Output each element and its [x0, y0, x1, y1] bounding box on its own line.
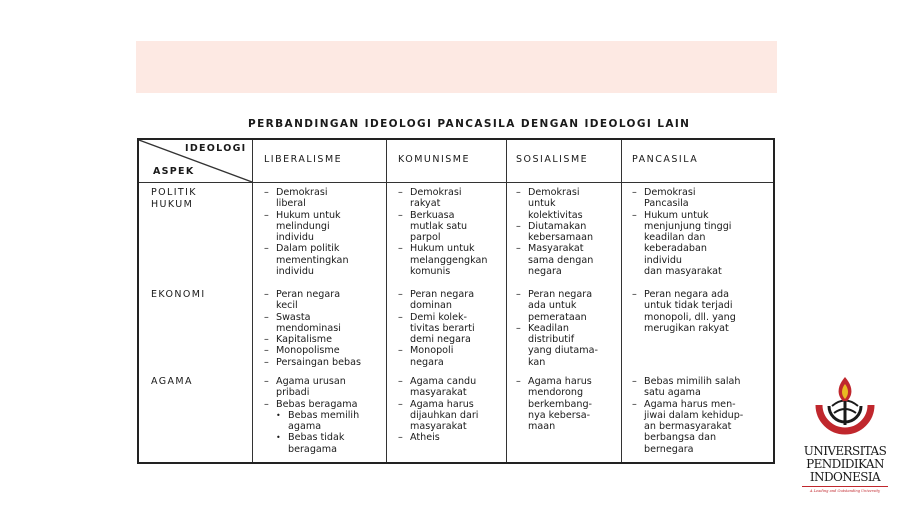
bullet-item — [632, 289, 736, 334]
bullet-item — [398, 432, 478, 443]
bullet-text-line: satu agama — [644, 387, 701, 399]
bullet-text-line: Monopoli — [410, 345, 454, 357]
bullet-text-line: Agama urusan — [276, 376, 346, 387]
bullet-marker: – — [516, 243, 521, 255]
bullet-item — [264, 312, 361, 335]
bullet-text-line: individu — [276, 266, 315, 278]
column-header-sosialisme: SOSIALISME — [516, 154, 589, 165]
bullet-marker: – — [632, 209, 637, 221]
bullet-text-line: masyarakat — [410, 387, 467, 399]
bullet-marker: – — [264, 311, 269, 323]
logo-text-indonesia: INDONESIA — [809, 470, 881, 484]
sub-bullet-marker: • — [276, 433, 281, 443]
bullet-text-line: mementingkan — [276, 254, 349, 266]
bullet-item — [516, 289, 598, 323]
bullet-marker: – — [398, 209, 403, 221]
bullet-text-line: masyarakat — [410, 421, 467, 433]
bullet-text-line: negara — [528, 266, 562, 278]
bullet-text-line: untuk tidak terjadi — [644, 300, 733, 312]
bullet-marker: – — [398, 289, 403, 300]
bullet-text-line: berkembang- — [528, 398, 592, 410]
bullet-text-line: Masyarakat — [528, 243, 584, 255]
bullet-text-line: yang diutama- — [528, 345, 598, 357]
bullet-item — [398, 376, 478, 399]
bullet-text-line: an bermasyarakat — [644, 421, 732, 433]
bullet-text-line: agama — [288, 421, 322, 433]
bullet-text-line: Bebas memilih — [288, 409, 360, 421]
bullet-marker: – — [264, 398, 269, 410]
bullet-marker: – — [632, 398, 637, 410]
bullet-marker: – — [398, 432, 403, 444]
bullet-text-line: dan masyarakat — [644, 266, 722, 278]
cell-ekonomi-komunisme — [398, 289, 475, 368]
bullet-text-line: pribadi — [276, 387, 310, 399]
aspect-politik-hukum — [151, 187, 197, 211]
corner-aspek-label: ASPEK — [153, 166, 195, 177]
cell-ekonomi-pancasila — [632, 289, 736, 334]
bullet-text-line: Hukum untuk — [644, 209, 709, 221]
header-row-divider — [139, 182, 773, 183]
col-divider — [621, 140, 622, 462]
bullet-text-line: Keadilan — [528, 322, 569, 334]
bullet-text-line: monopoli, dll. yang — [644, 311, 736, 323]
bullet-text-line: berbangsa dan — [644, 432, 717, 444]
logo-divider — [802, 486, 888, 487]
bullet-text-line: Peran negara — [410, 289, 475, 300]
bullet-item — [632, 376, 743, 399]
bullet-text-line: Demi kolek- — [410, 311, 468, 323]
bullet-item — [264, 357, 361, 368]
cell-agama-pancasila — [632, 376, 743, 455]
bullet-item — [398, 187, 487, 210]
bullet-marker: – — [264, 376, 269, 387]
bullet-item — [264, 376, 359, 399]
col-divider — [506, 140, 507, 462]
col-divider — [252, 140, 253, 462]
bullet-item — [516, 221, 593, 244]
bullet-marker: – — [398, 398, 403, 410]
cell-politik-liberalisme — [264, 187, 349, 277]
column-header-pancasila: PANCASILA — [632, 154, 699, 165]
bullet-text-line: mendominasi — [276, 322, 341, 334]
bullet-text-line: ada untuk — [528, 300, 577, 312]
bullet-text-line: nya kebersa- — [528, 409, 591, 421]
bullet-text-line: Persaingan bebas — [276, 356, 361, 368]
corner-ideologi-label: IDEOLOGI — [185, 143, 247, 154]
bullet-text-line: Demokrasi — [276, 187, 328, 198]
bullet-text-line: Atheis — [410, 432, 440, 444]
logo-text-universitas: UNIVERSITAS — [803, 444, 887, 458]
bullet-item — [398, 289, 475, 312]
bullet-text-line: maan — [528, 421, 556, 433]
bullet-marker: – — [398, 376, 403, 387]
bullet-item — [264, 345, 361, 356]
bullet-marker: – — [632, 289, 637, 300]
university-logo — [800, 375, 890, 500]
bullet-item — [264, 399, 359, 410]
bullet-text-line: tivitas berarti — [410, 322, 475, 334]
aspect-agama — [151, 376, 193, 388]
bullet-marker: – — [264, 187, 269, 198]
bullet-item — [398, 210, 487, 244]
bullet-text-line: rakyat — [410, 198, 441, 210]
bullet-text-line: individu — [276, 232, 315, 244]
column-header-komunisme: KOMUNISME — [398, 154, 470, 165]
bullet-text-line: Peran negara — [276, 289, 341, 300]
bullet-text-line: Hukum untuk — [276, 209, 341, 221]
bullet-marker: – — [398, 311, 403, 323]
logo-tagline: A Leading and Outstanding University — [810, 489, 880, 493]
bullet-text-line: parpol — [410, 232, 441, 244]
bullet-text-line: individu — [644, 254, 683, 266]
bullet-marker: – — [264, 334, 269, 346]
bullet-text-line: Dalam politik — [276, 243, 340, 255]
bullet-marker: – — [264, 356, 269, 368]
bullet-text-line: Demokrasi — [410, 187, 462, 198]
col-divider — [386, 140, 387, 462]
aspect-line: AGAMA — [151, 376, 193, 387]
bullet-text-line: kebersamaan — [528, 232, 594, 244]
bullet-marker: – — [516, 187, 521, 198]
bullet-item — [398, 399, 478, 433]
bullet-text-line: Agama candu — [410, 376, 477, 387]
cell-agama-sosialisme — [516, 376, 592, 432]
logo-text-pendidikan: PENDIDIKAN — [806, 457, 884, 471]
bullet-text-line: negara — [410, 356, 444, 368]
cell-ekonomi-liberalisme — [264, 289, 361, 368]
bullet-text-line: Bebas mimilih salah — [644, 376, 741, 387]
bullet-marker: – — [264, 289, 269, 300]
bullet-text-line: Berkuasa — [410, 209, 455, 221]
bullet-item — [398, 312, 475, 346]
bullet-item — [264, 334, 361, 345]
aspect-line: POLITIK — [151, 187, 197, 198]
sub-bullet-item — [264, 432, 359, 455]
comparison-table — [137, 138, 775, 464]
bullet-marker: – — [632, 187, 637, 198]
bullet-text-line: mutlak satu — [410, 220, 468, 232]
bullet-text-line: sama dengan — [528, 254, 594, 266]
bullet-marker: – — [398, 243, 403, 255]
bullet-text-line: pemerataan — [528, 311, 587, 323]
bullet-text-line: menjunjung tinggi — [644, 220, 732, 232]
bullet-text-line: dijauhkan dari — [410, 409, 479, 421]
bullet-text-line: Hukum untuk — [410, 243, 475, 255]
sub-bullet-marker: • — [276, 410, 281, 420]
bullet-text-line: Pancasila — [644, 198, 689, 210]
bullet-text-line: Agama harus men- — [644, 398, 736, 410]
bullet-text-line: melindungi — [276, 220, 330, 232]
bullet-text-line: kecil — [276, 300, 298, 312]
bullet-item — [264, 187, 349, 210]
column-header-liberalisme: LIBERALISME — [264, 154, 343, 165]
bullet-text-line: Kapitalisme — [276, 334, 332, 346]
document-title: PERBANDINGAN IDEOLOGI PANCASILA DENGAN IDEOLOGI LAIN — [248, 118, 691, 130]
bullet-text-line: Diutamakan — [528, 220, 587, 232]
bullet-text-line: Agama harus — [410, 398, 474, 410]
bullet-marker: – — [264, 243, 269, 255]
bullet-item — [516, 323, 598, 368]
bullet-marker: – — [264, 209, 269, 221]
bullet-text-line: Swasta — [276, 311, 311, 323]
bullet-text-line: kan — [528, 356, 546, 368]
upi-emblem-icon — [811, 375, 879, 441]
bullet-item — [516, 376, 592, 432]
bullet-text-line: Demokrasi — [528, 187, 580, 198]
bullet-item — [632, 210, 731, 278]
aspect-ekonomi — [151, 289, 206, 301]
cell-politik-komunisme — [398, 187, 487, 277]
cell-ekonomi-sosialisme — [516, 289, 598, 368]
bullet-text-line: demi negara — [410, 334, 471, 346]
bullet-text-line: Bebas tidak — [288, 432, 345, 444]
bullet-text-line: liberal — [276, 198, 306, 210]
bullet-text-line: Agama harus — [528, 376, 592, 387]
sub-bullet-item — [264, 410, 359, 433]
bullet-item — [264, 210, 349, 244]
bullet-text-line: kolektivitas — [528, 209, 583, 221]
header-banner — [136, 41, 777, 93]
bullet-text-line: Peran negara ada — [644, 289, 729, 300]
bullet-marker: – — [264, 345, 269, 357]
bullet-text-line: untuk — [528, 198, 556, 210]
bullet-item — [264, 243, 349, 277]
bullet-text-line: Monopolisme — [276, 345, 340, 357]
bullet-marker: – — [516, 376, 521, 387]
bullet-item — [264, 289, 361, 312]
bullet-text-line: Peran negara — [528, 289, 593, 300]
bullet-marker: – — [516, 289, 521, 300]
aspect-line: EKONOMI — [151, 289, 206, 300]
cell-politik-pancasila — [632, 187, 731, 277]
cell-politik-sosialisme — [516, 187, 593, 277]
bullet-item — [516, 243, 593, 277]
bullet-item — [632, 399, 743, 455]
bullet-text-line: keadilan dan — [644, 232, 706, 244]
bullet-text-line: distributif — [528, 334, 575, 346]
bullet-text-line: merugikan rakyat — [644, 322, 729, 334]
bullet-marker: – — [398, 187, 403, 198]
bullet-marker: – — [398, 345, 403, 357]
bullet-text-line: Bebas beragama — [276, 398, 358, 410]
cell-agama-liberalisme — [264, 376, 359, 455]
bullet-text-line: komunis — [410, 266, 451, 278]
bullet-text-line: Demokrasi — [644, 187, 696, 198]
aspect-line: HUKUM — [151, 199, 194, 210]
bullet-text-line: dominan — [410, 300, 453, 312]
bullet-item — [632, 187, 731, 210]
bullet-marker: – — [516, 220, 521, 232]
bullet-item — [398, 243, 487, 277]
cell-agama-komunisme — [398, 376, 478, 444]
bullet-text-line: bernegara — [644, 443, 694, 455]
bullet-text-line: beragama — [288, 443, 338, 455]
bullet-text-line: melanggengkan — [410, 254, 488, 266]
bullet-text-line: keberadaban — [644, 243, 707, 255]
bullet-item — [516, 187, 593, 221]
bullet-text-line: mendorong — [528, 387, 584, 399]
bullet-marker: – — [632, 376, 637, 387]
bullet-marker: – — [516, 322, 521, 334]
bullet-item — [398, 345, 475, 368]
bullet-text-line: jiwai dalam kehidup- — [644, 409, 744, 421]
